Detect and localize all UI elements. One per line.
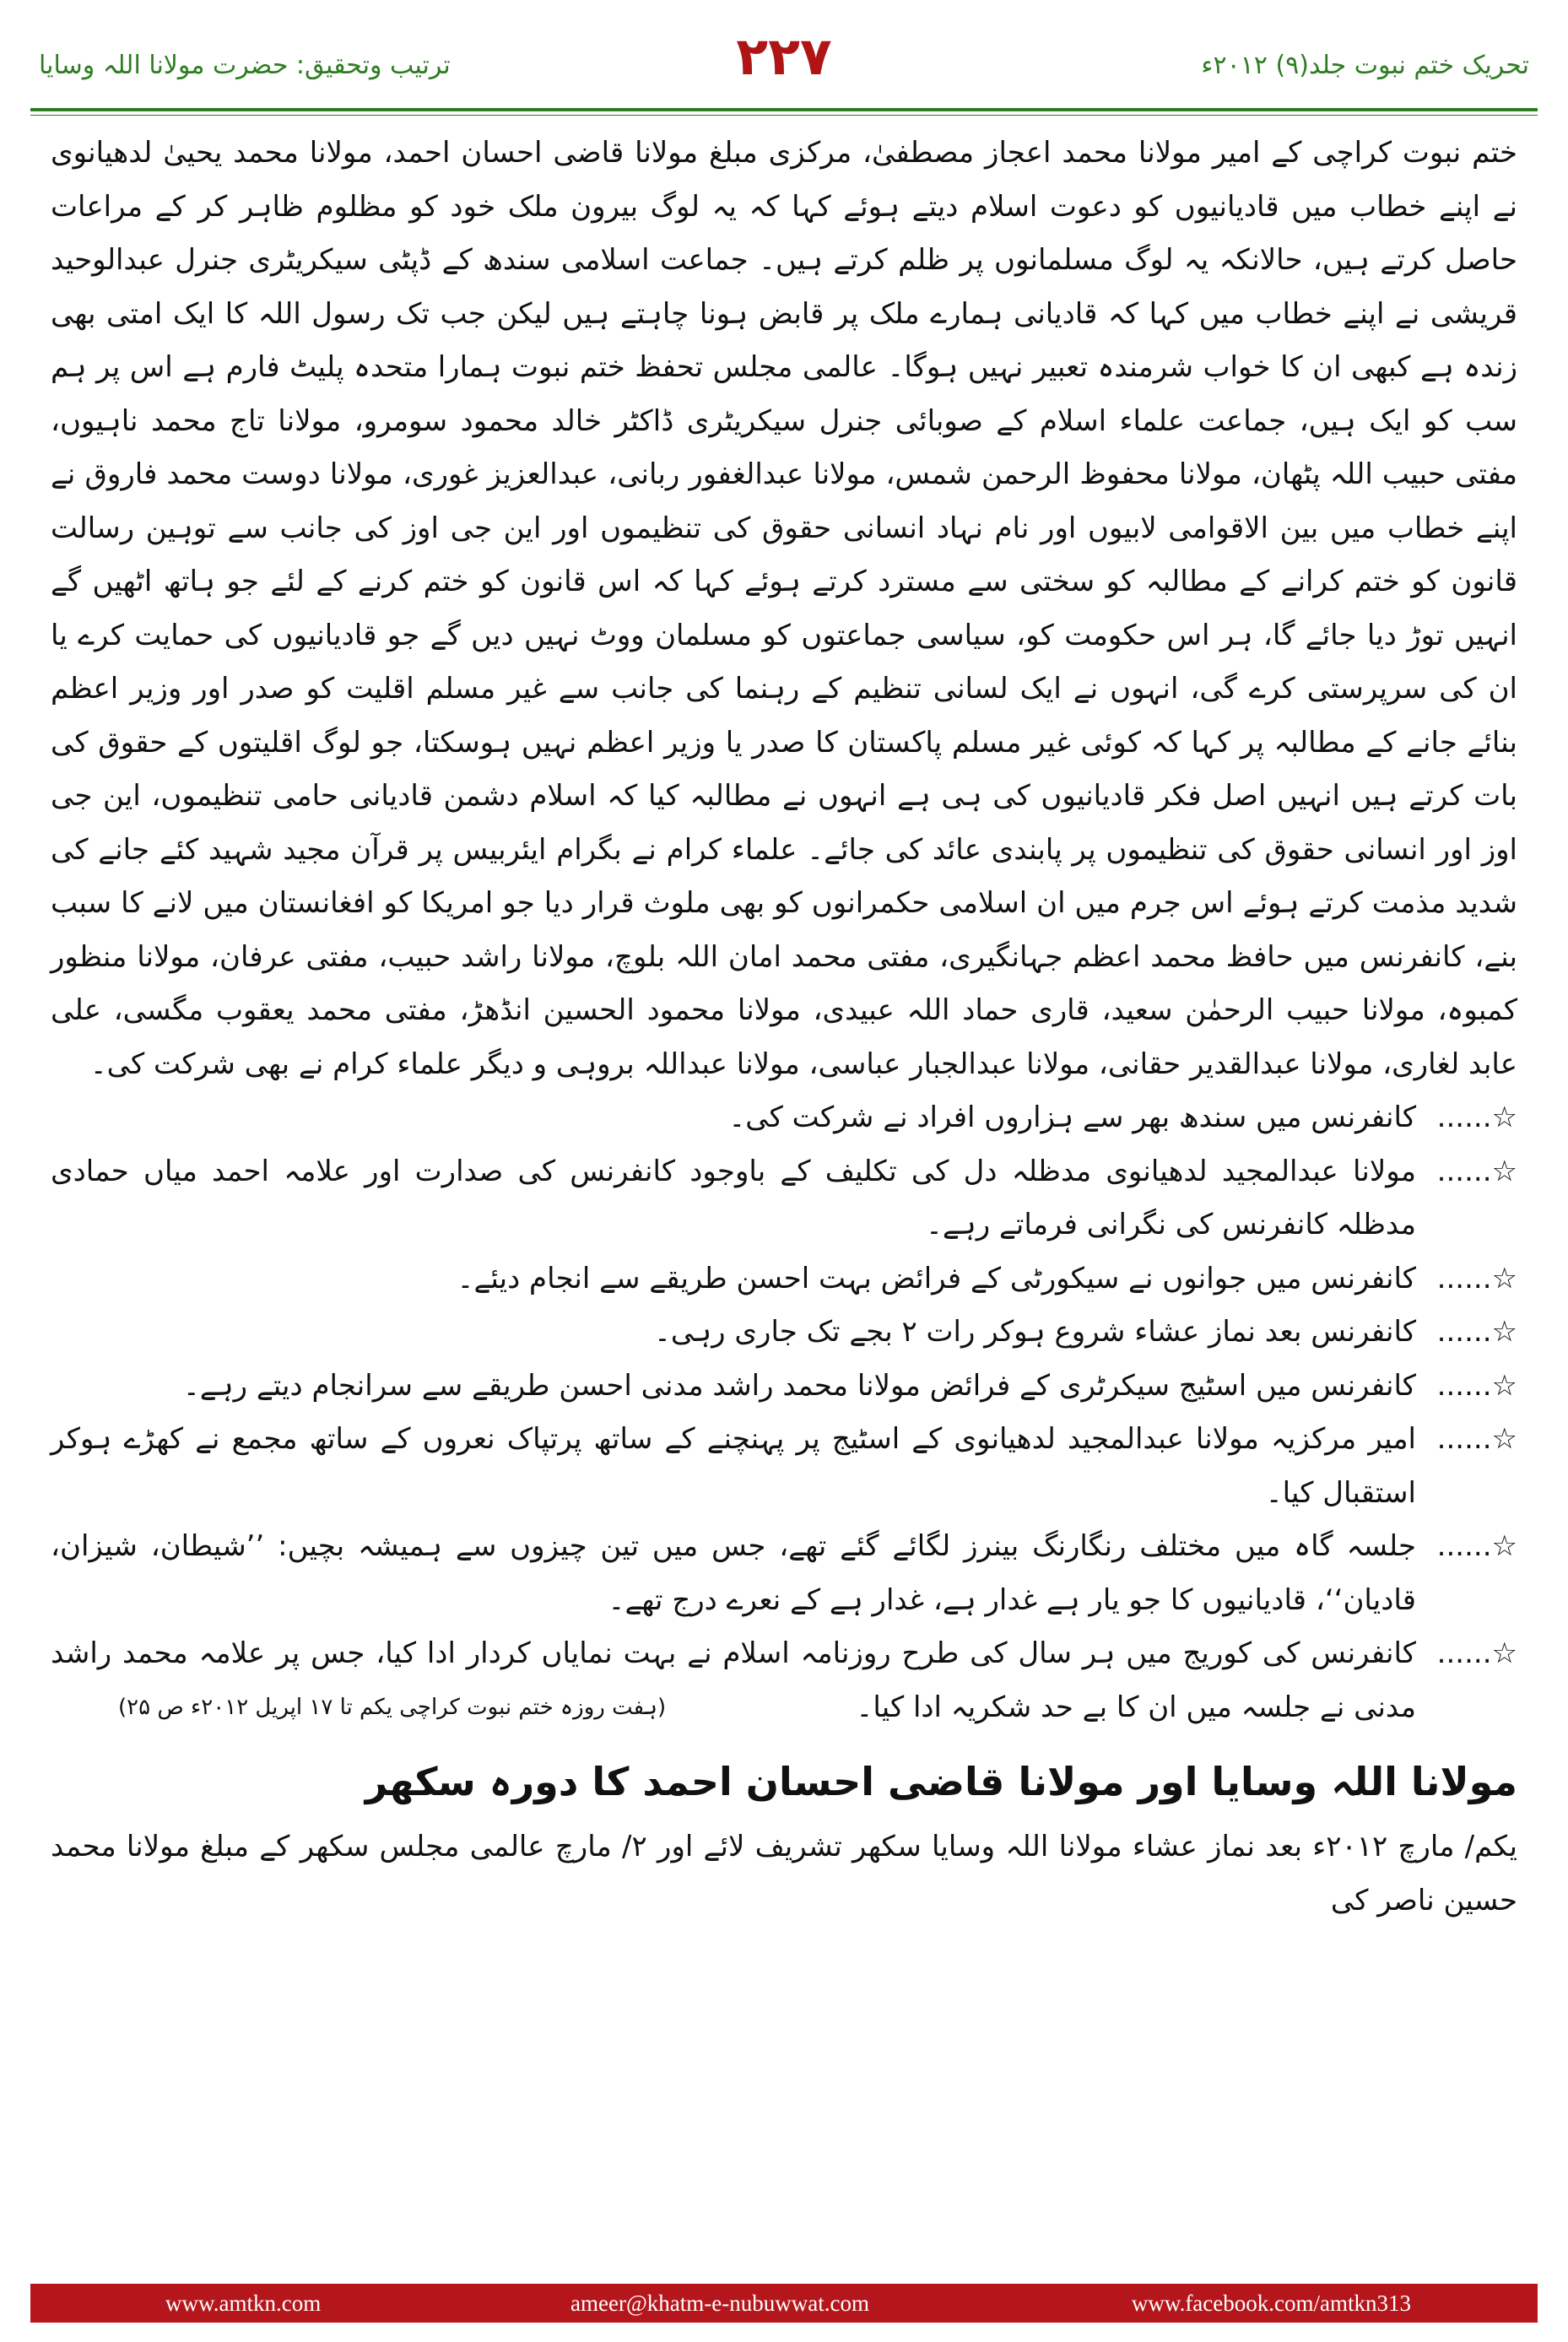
star-icon: ☆...... (1436, 1154, 1517, 1188)
bullet-item (51, 1252, 1517, 1306)
bullet-text: کانفرنس میں سندھ بھر سے ہزاروں افراد نے شرکت کی۔ (728, 1101, 1416, 1134)
facebook-link[interactable]: www.facebook.com/amtkn313 (1131, 2291, 1411, 2316)
bullet-text: کانفرنس میں جوانوں نے سیکورٹی کے فرائض بہت احسن طریقے سے انجام دیئے۔ (457, 1261, 1416, 1295)
bullet-text: امیر مرکزیہ مولانا عبدالمجید لدھیانوی کے اسٹیج پر پہنچنے کے ساتھ پرتپاک نعروں کے ساتھ مجمع نے کھڑے ہوکر استقبال کیا۔ (51, 1422, 1416, 1510)
book-title: تحریک ختم نبوت جلد(۹) ۲۰۱۲ء (1201, 51, 1529, 80)
bullet-text: کانفرنس بعد نماز عشاء شروع ہوکر رات ۲ بجے تک جاری رہی۔ (654, 1315, 1416, 1349)
compiler-credit: ترتیب وتحقیق: حضرت مولانا اللہ وسایا (39, 51, 451, 80)
page-content (51, 127, 1517, 2173)
bullet-item (51, 1520, 1517, 1627)
email-link[interactable]: ameer@khatm-e-nubuwwat.com (570, 2291, 869, 2316)
source-citation: (ہفت روزہ ختم نبوت کراچی یکم تا ۱۷ اپریل ۲۰۱۲ء ص ۲۵) (118, 1695, 667, 1720)
bullet-text: کانفرنس میں اسٹیج سیکرٹری کے فرائض مولانا محمد راشد مدنی احسن طریقے سے سرانجام دیتے رہے۔ (182, 1368, 1416, 1403)
header-rule-thin (30, 115, 1538, 116)
star-icon: ☆...... (1436, 1368, 1517, 1403)
star-icon: ☆...... (1436, 1261, 1517, 1295)
bullet-text: جلسہ گاہ میں مختلف رنگارنگ بینرز لگائے گئے تھے، جس میں تین چیزوں سے ہمیشہ بچیں: ’’شیطان، شیزان، قادیان‘‘، قادیانیوں کا جو یار ہے غدار ہے، غدار ہے کے نعرے درج تھے۔ (51, 1529, 1416, 1617)
main-paragraph: ختم نبوت کراچی کے امیر مولانا محمد اعجاز مصطفیٰ، مرکزی مبلغ مولانا قاضی احسان احمد، مولانا محمد یحییٰ لدھیانوی نے اپنے خطاب میں قادیانیوں کو دعوت اسلام دیتے ہوئے کہا کہ یہ لوگ بیرون ملک خود کو مظلوم ظاہر کر کے مراعات حاصل کرتے ہیں، حالانکہ یہ لوگ مسلمانوں پر ظلم کرتے ہیں۔ جماعت اسلامی سندھ کے ڈپٹی سیکریٹری جنرل عبدالوحید قریشی نے اپنے خطاب میں کہا کہ قادیانی ہمارے ملک پر قابض ہونا چاہتے ہیں لیکن جب تک رسول اللہ کا ایک امتی بھی زندہ ہے کبھی ان کا خواب شرمندہ تعبیر نہیں ہوگا۔ عالمی مجلس تحفظ ختم نبوت ہمارا متحدہ پلیٹ فارم ہے اس پر ہم سب کو ایک ہیں، جماعت علماء اسلام کے صوبائی جنرل سیکریٹری ڈاکٹر خالد محمود سومرو، مولانا تاج محمد ناہیوں، مفتی حبیب اللہ پٹھان، مولانا محفوظ الرحمن شمس، مولانا عبدالغفور ربانی، عبدالعزیز غوری، مولانا دوست محمد فاروق نے اپنے خطاب میں بین الاقوامی لابیوں اور نام نہاد انسانی حقوق کی تنظیموں اور این جی اوز کی جانب سے توہین رسالت قانون کو ختم کرانے کے مطالبہ کو سختی سے مسترد کرتے ہوئے کہا کہ اس قانون کو ختم کرنے کے لئے جو ہاتھ اٹھیں گے انہیں توڑ دیا جائے گا، ہر اس حکومت کو، سیاسی جماعتوں کو مسلمان ووٹ نہیں دیں گے جو قادیانیوں کی حمایت کرے یا ان کی سرپرستی کرے گی، انہوں نے ایک لسانی تنظیم کے رہنما کی جانب سے غیر مسلم اقلیت کو صدر اور وزیر اعظم بنائے جانے کے مطالبہ پر کہا کہ کوئی غیر مسلم پاکستان کا صدر یا وزیر اعظم نہیں ہوسکتا، جو لوگ اقلیتوں کے حقوق کی بات کرتے ہیں انہیں اصل فکر قادیانیوں کی ہی ہے انہوں نے مطالبہ کیا کہ اسلام دشمن قادیانی حامی تنظیموں، این جی اوز اور انسانی حقوق کی تنظیموں پر پابندی عائد کی جائے۔ علماء کرام نے بگرام ایئربیس پر قرآن مجید شہید کئے جانے کی شدید مذمت کرتے ہوئے اس جرم میں ان اسلامی حکمرانوں کو بھی ملوث قرار دیا جو امریکا کو افغانستان میں لانے کا سبب بنے، کانفرنس میں حافظ محمد اعظم جہانگیری، مفتی محمد امان اللہ بلوچ، مولانا راشد حبیب، مفتی عرفان، مولانا منظور کمبوہ، مولانا حبیب الرحمٰن سعید، قاری حماد اللہ عبیدی، مولانا محمود الحسین انڈھڑ، مفتی محمد یعقوب مگسی، علی عابد لغاری، مولانا عبدالقدیر حقانی، مولانا عبدالجبار عباسی، مولانا عبداللہ بروہی و دیگر علماء کرام نے بھی شرکت کی۔ (51, 136, 1517, 1081)
page-footer (30, 2284, 1538, 2323)
bullet-list (51, 1091, 1517, 1734)
star-icon: ☆...... (1436, 1101, 1517, 1134)
page-header (30, 25, 1538, 105)
header-rule (30, 108, 1538, 111)
page-number: ۲۲۷ (736, 25, 832, 87)
star-icon: ☆...... (1436, 1315, 1517, 1349)
bullet-item (51, 1360, 1517, 1414)
website-link[interactable]: www.amtkn.com (165, 2291, 322, 2316)
bullet-item (51, 1306, 1517, 1360)
bullet-item (51, 1091, 1517, 1145)
star-icon: ☆...... (1436, 1636, 1517, 1670)
bullet-item (51, 1413, 1517, 1520)
star-icon: ☆...... (1436, 1422, 1517, 1456)
section-heading: مولانا اللہ وسایا اور مولانا قاضی احسان احمد کا دورہ سکھر (365, 1759, 1517, 1804)
star-icon: ☆...... (1436, 1529, 1517, 1563)
section-paragraph: یکم/ مارچ ۲۰۱۲ء بعد نماز عشاء مولانا اللہ وسایا سکھر تشریف لائے اور ۲/ مارچ عالمی مجلس سکھر کے مبلغ مولانا محمد حسین ناصر کی (51, 1830, 1518, 1917)
bullet-text: مولانا عبدالمجید لدھیانوی مدظلہ دل کی تکلیف کے باوجود کانفرنس کی صدارت اور علامہ احمد میاں حمادی مدظلہ کانفرنس کی نگرانی فرماتے رہے۔ (51, 1154, 1416, 1241)
bullet-item (51, 1145, 1517, 1252)
bullet-item (51, 1627, 1517, 1734)
bullet-text: کانفرنس کی کوریج میں ہر سال کی طرح روزنامہ اسلام نے بہت نمایاں کردار ادا کیا، جس پر علامہ محمد راشد مدنی نے جلسہ میں ان کا بے حد شکریہ ادا کیا۔ (51, 1636, 1416, 1724)
